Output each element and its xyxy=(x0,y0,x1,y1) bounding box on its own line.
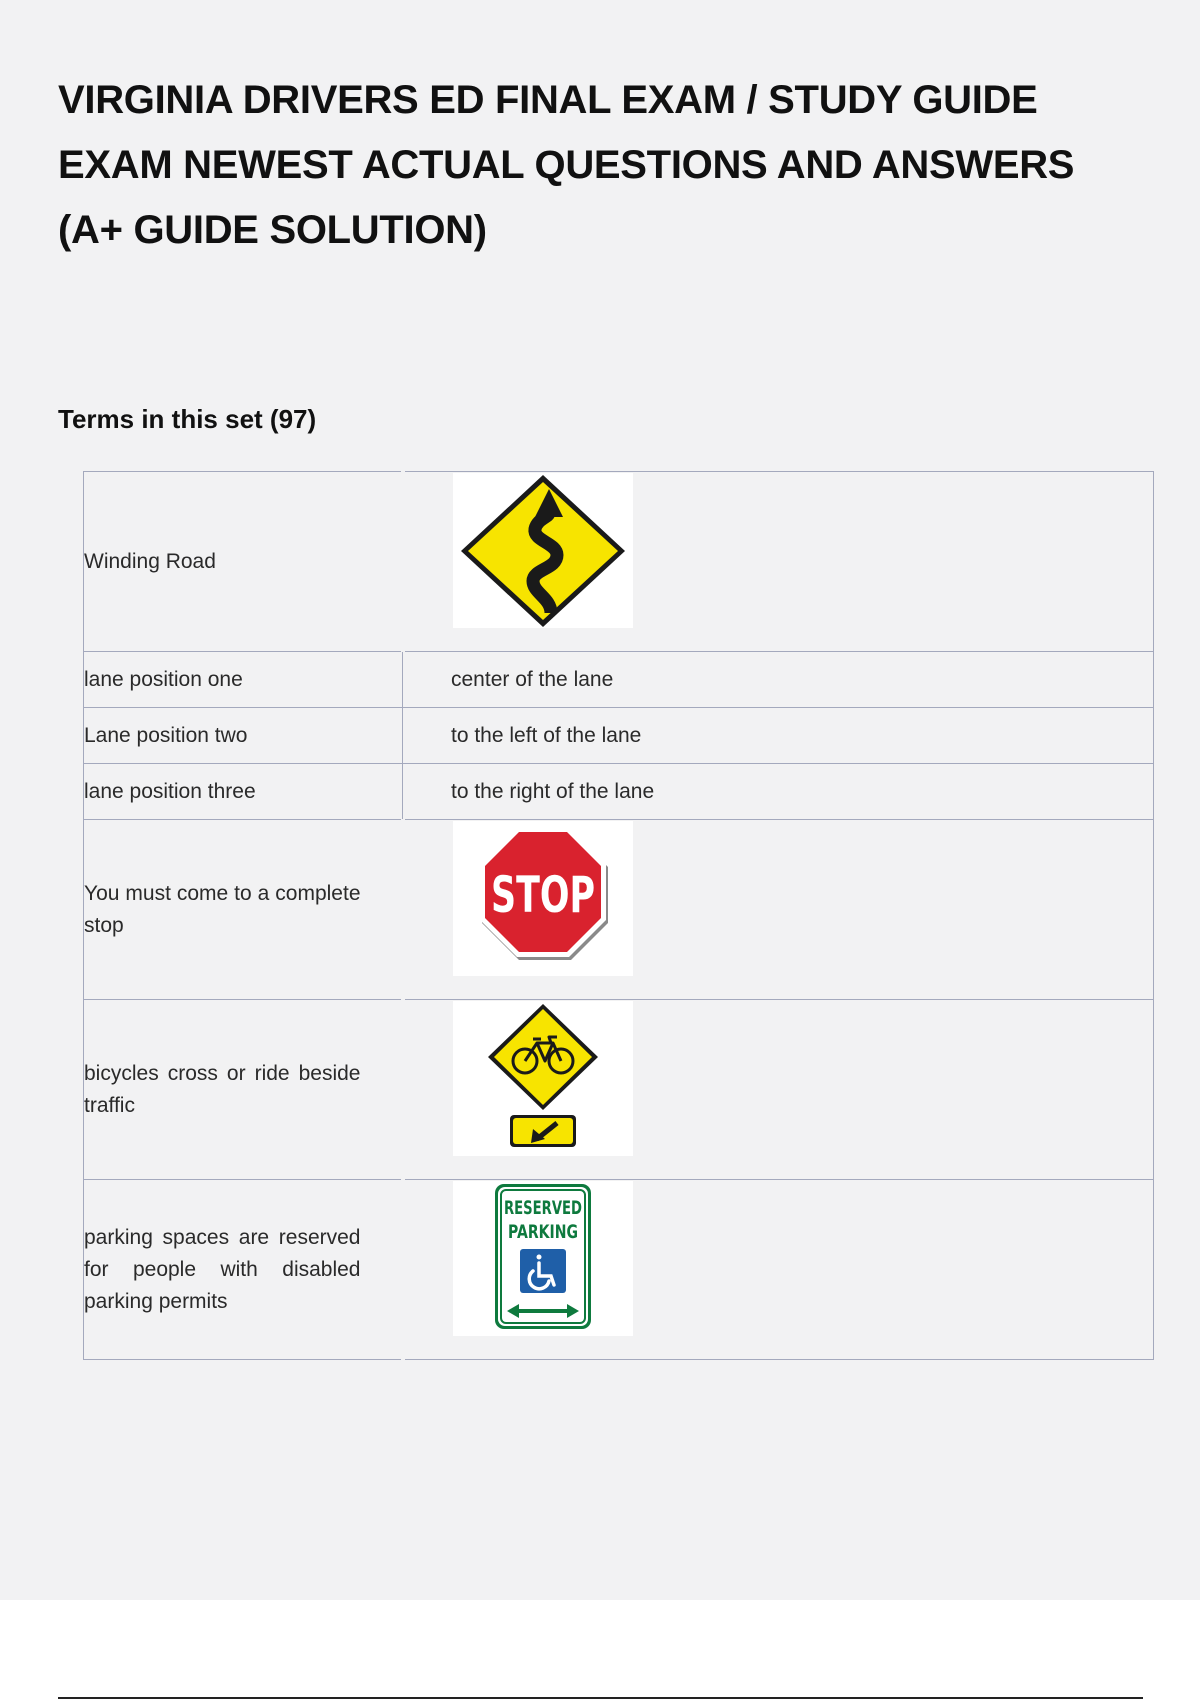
term-cell: Lane position two xyxy=(84,708,403,764)
title-line-3: (A+ GUIDE SOLUTION) xyxy=(58,208,487,252)
table-row xyxy=(84,820,1154,1000)
term-cell: You must come to a complete stop xyxy=(84,820,403,1000)
table-row xyxy=(84,708,1154,764)
document-title xyxy=(58,68,1138,263)
definition-cell xyxy=(403,820,1154,1000)
title-line-2: EXAM NEWEST ACTUAL QUESTIONS AND ANSWERS xyxy=(58,143,1075,187)
title-line-1: VIRGINIA DRIVERS ED FINAL EXAM / STUDY GUIDE xyxy=(58,78,1038,122)
definition-cell: to the right of the lane xyxy=(403,764,1154,820)
term-cell: bicycles cross or ride beside traffic xyxy=(84,1000,403,1180)
stop-sign-icon xyxy=(453,821,633,976)
bicycle-crossing-sign-icon xyxy=(453,1001,633,1156)
term-cell: Winding Road xyxy=(84,472,403,652)
reserved-parking-sign-icon xyxy=(453,1181,633,1336)
definition-cell xyxy=(403,1180,1154,1360)
winding-road-sign-icon xyxy=(453,473,633,628)
table-row xyxy=(84,1180,1154,1360)
table-row xyxy=(84,652,1154,708)
definition-cell: to the left of the lane xyxy=(403,708,1154,764)
definition-cell xyxy=(403,1000,1154,1180)
footer-divider xyxy=(58,1697,1143,1699)
term-cell: lane position one xyxy=(84,652,403,708)
parking-text: PARKING xyxy=(507,1221,578,1243)
terms-table xyxy=(83,471,1154,1360)
stop-sign-text: STOP xyxy=(490,866,595,924)
reserved-text: RESERVED xyxy=(503,1197,582,1219)
term-cell: parking spaces are reserved for people with disabled parking permits xyxy=(84,1180,403,1360)
table-row xyxy=(84,764,1154,820)
terms-count-heading: Terms in this set (97) xyxy=(58,404,317,434)
definition-cell: center of the lane xyxy=(403,652,1154,708)
term-cell: lane position three xyxy=(84,764,403,820)
definition-cell xyxy=(403,472,1154,652)
table-row xyxy=(84,1000,1154,1180)
table-row xyxy=(84,472,1154,652)
